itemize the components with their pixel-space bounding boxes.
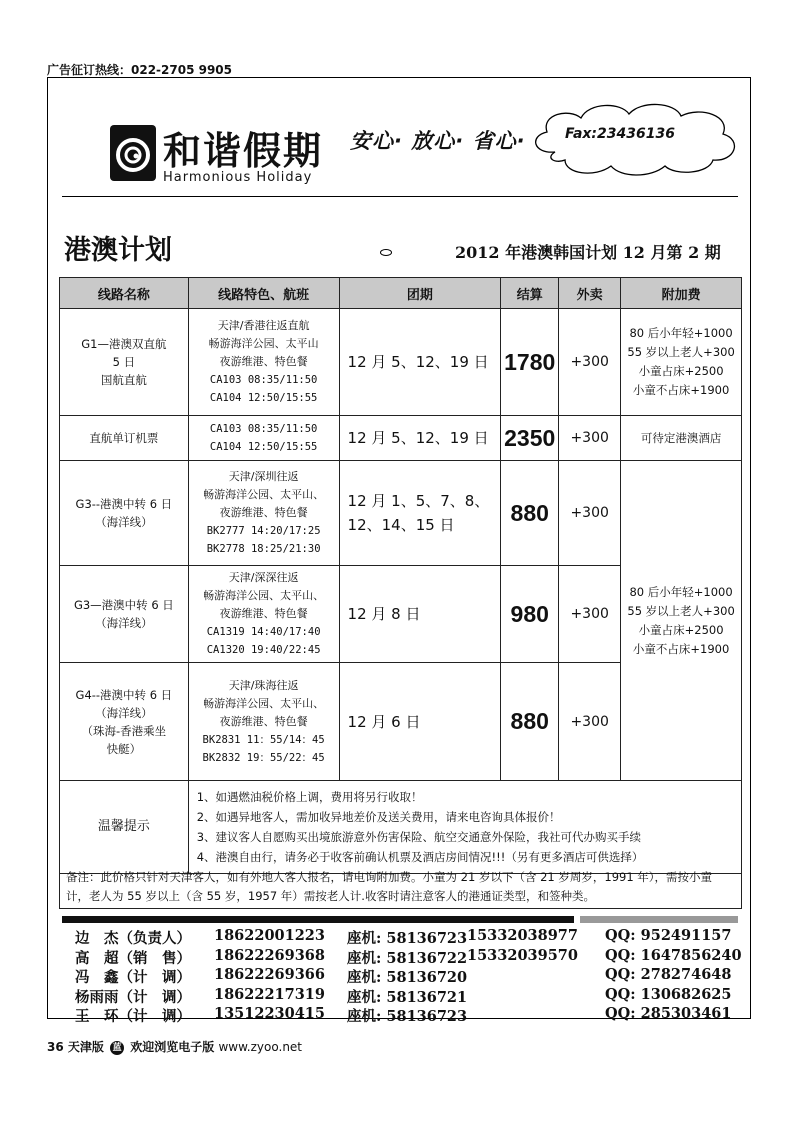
contact-row: 王 环（计 调） 13512230415 座机: 58136723 QQ: 285303461: [75, 1005, 732, 1025]
col-header-dates: 团期: [339, 278, 501, 309]
route-features: 天津/香港往返直航 畅游海洋公园、太平山 夜游维港、特色餐 CA103 08:35/11:50 CA104 12:50/15:55: [188, 309, 339, 416]
route-name: G4--港澳中转 6 日 （海洋线） （珠海-香港乘坐 快艇）: [60, 663, 189, 781]
header-divider: [62, 196, 738, 197]
contact-list: [75, 927, 742, 1025]
surcharge-note: 可待定港澳酒店: [621, 416, 742, 461]
table-header-row: [60, 278, 742, 309]
table-row: [60, 461, 742, 566]
contact-row: 杨雨雨（计 调） 18622217319 座机: 58136721 QQ: 130682625: [75, 985, 732, 1006]
settlement-price: 2350: [501, 416, 559, 461]
fax-number: Fax:23436136: [565, 126, 675, 142]
surcharge-list: 80 后小年轻+1000 55 岁以上老人+300 小童占床+2500 小童不占床+1900: [621, 309, 742, 416]
settlement-price: 880: [501, 461, 559, 566]
table-row: [60, 309, 742, 416]
route-features: CA103 08:35/11:50 CA104 12:50/15:55: [188, 416, 339, 461]
tip-item: 2、如遇异地客人，需加收异地差价及送关费用，请来电咨询具体报价！: [196, 810, 561, 824]
tour-dates: 12 月 5、12、19 日: [339, 309, 501, 416]
table-row: [60, 416, 742, 461]
swirl-logo-icon: [110, 125, 156, 181]
tour-dates: 12 月 1、5、7、8、 12、14、15 日: [339, 461, 501, 566]
brand-name-cn: 和谐假期: [163, 128, 324, 173]
contact-row: 边 杰（负责人） 18622001223 座机: 58136723 15332038977 QQ: 952491157: [75, 927, 732, 947]
shared-surcharge-list: 80 后小年轻+1000 55 岁以上老人+300 小童占床+2500 小童不占床+1900: [621, 461, 742, 781]
route-name: G1—港澳双直航 5 日 国航直航: [60, 309, 189, 416]
col-header-route-name: 线路名称: [60, 278, 189, 309]
col-header-features: 线路特色、航班: [188, 278, 339, 309]
contact-divider-gray: [580, 916, 738, 923]
brand-name-en: Harmonious Holiday: [163, 170, 313, 185]
footer-text: 欢迎浏览电子版: [130, 1040, 215, 1054]
tour-dates: 12 月 6 日: [339, 663, 501, 781]
slogan: 安心· 放心· 省心·: [350, 129, 526, 153]
tips-row: [60, 781, 742, 874]
settlement-price: 980: [501, 566, 559, 663]
contact-divider-dark: [62, 916, 574, 923]
page-footer: [47, 1038, 302, 1055]
resale-markup: +300: [559, 566, 621, 663]
issue-title: 2012 年港澳韩国计划 12 月第 2 期: [455, 243, 721, 262]
route-features: 天津/珠海往返 畅游海洋公园、太平山、 夜游维港、特色餐 BK2831 11：55/14：45 BK2832 19：55/22：45: [188, 663, 339, 781]
tips-list: [188, 781, 741, 874]
route-name: G3--港澳中转 6 日 （海洋线）: [60, 461, 189, 566]
contact-row: 冯 鑫（计 调） 18622269366 座机: 58136720 QQ: 278274648: [75, 966, 732, 986]
col-header-resale: 外卖: [559, 278, 621, 309]
edition-badge-icon: 蓝: [110, 1041, 124, 1055]
tour-dates: 12 月 8 日: [339, 566, 501, 663]
route-name: G3—港澳中转 6 日 （海洋线）: [60, 566, 189, 663]
plan-title: 港澳计划: [64, 235, 172, 266]
resale-markup: +300: [559, 309, 621, 416]
route-features: 天津/深深往返 畅游海洋公园、太平山、 夜游维港、特色餐 CA1319 14:40/17:40 CA1320 19:40/22:45: [188, 566, 339, 663]
col-header-settlement: 结算: [501, 278, 559, 309]
tip-item: 1、如遇燃油税价格上调，费用将另行收取！: [196, 790, 423, 804]
resale-markup: +300: [559, 663, 621, 781]
route-name: 直航单订机票: [60, 416, 189, 461]
settlement-price: 1780: [501, 309, 559, 416]
website-link[interactable]: www.zyoo.net: [218, 1040, 303, 1054]
tip-item: 3、建议客人自愿购买出境旅游意外伤害保险、航空交通意外保险，我社可代办购买手续: [196, 830, 642, 844]
ad-hotline: 广告征订热线：022-2705 9905: [47, 63, 233, 77]
oval-ornament: [380, 249, 392, 256]
tips-label: 温馨提示: [60, 781, 189, 874]
contact-row: 高 超（销 售） 18622269368 座机: 58136722 15332039570 QQ: 1647856240: [75, 946, 742, 967]
resale-markup: +300: [559, 461, 621, 566]
remarks: 备注：此价格只针对天津客人，如有外地人客人报名，请电询附加费。小童为 21 岁以下（含 21 岁周岁，1991 年），需按小童计，老人为 55 岁以上（含 55 岁，1957 年）需按老人计.收客时请注意客人的港通证类型，和签种类。: [59, 866, 742, 909]
col-header-surcharge: 附加费: [621, 278, 742, 309]
settlement-price: 880: [501, 663, 559, 781]
tour-dates: 12 月 5、12、19 日: [339, 416, 501, 461]
resale-markup: +300: [559, 416, 621, 461]
tip-item: 4、港澳自由行，请务必于收客前确认机票及酒店房间情况!!!（另有更多酒店可供选择）: [196, 850, 644, 864]
route-features: 天津/深圳往返 畅游海洋公园、太平山、 夜游维港、特色餐 BK2777 14:20/17:25 BK2778 18:25/21:30: [188, 461, 339, 566]
route-table: [59, 277, 742, 874]
page-number: 36 天津版: [47, 1040, 104, 1054]
